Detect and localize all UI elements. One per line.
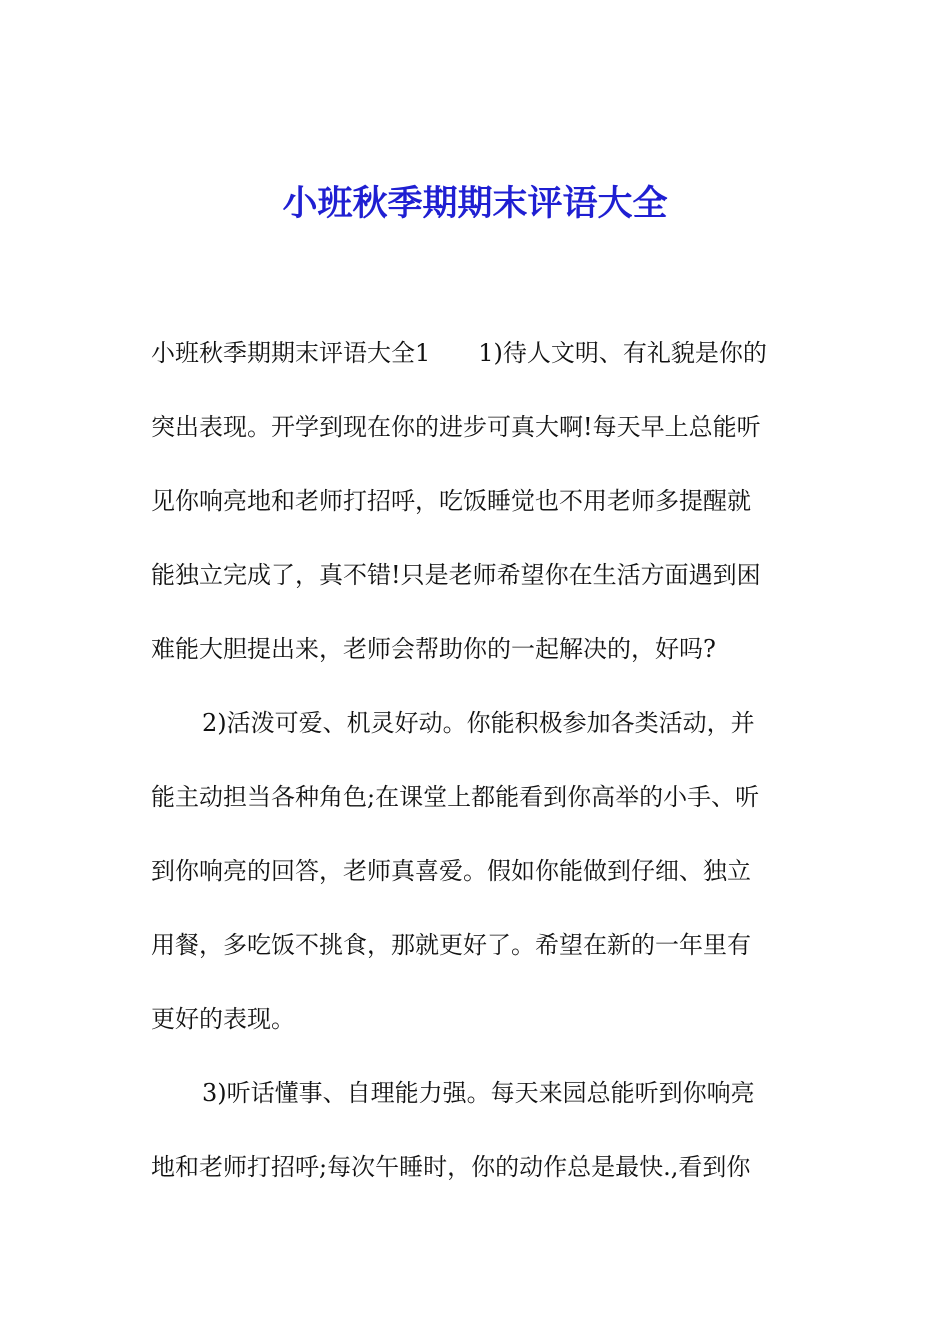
body-line-5: 难能大胆提出来，老师会帮助你的一起解决的，好吗? bbox=[151, 635, 716, 663]
body-line-6: 2)活泼可爱、机灵好动。你能积极参加各类活动，并 bbox=[202, 709, 755, 737]
body-line-4: 能独立完成了，真不错!只是老师希望你在生活方面遇到困 bbox=[151, 561, 761, 589]
body-line-1: 小班秋季期期末评语大全1 1)待人文明、有礼貌是你的 bbox=[151, 339, 767, 367]
body-line-12: 地和老师打招呼;每次午睡时，你的动作总是最快.,看到你 bbox=[151, 1153, 751, 1181]
body-line-9: 用餐，多吃饭不挑食，那就更好了。希望在新的一年里有 bbox=[151, 931, 751, 959]
document-body bbox=[151, 316, 806, 1204]
body-line-3: 见你响亮地和老师打招呼，吃饭睡觉也不用老师多提醒就 bbox=[151, 487, 751, 515]
body-line-10: 更好的表现。 bbox=[151, 1005, 295, 1033]
document-title: 小班秋季期期末评语大全 bbox=[282, 183, 668, 224]
body-line-7: 能主动担当各种角色;在课堂上都能看到你高举的小手、听 bbox=[151, 783, 760, 811]
body-line-8: 到你响亮的回答，老师真喜爱。假如你能做到仔细、独立 bbox=[151, 857, 751, 885]
body-line-2: 突出表现。开学到现在你的进步可真大啊!每天早上总能听 bbox=[151, 413, 761, 441]
body-line-11: 3)听话懂事、自理能力强。每天来园总能听到你响亮 bbox=[202, 1079, 755, 1107]
